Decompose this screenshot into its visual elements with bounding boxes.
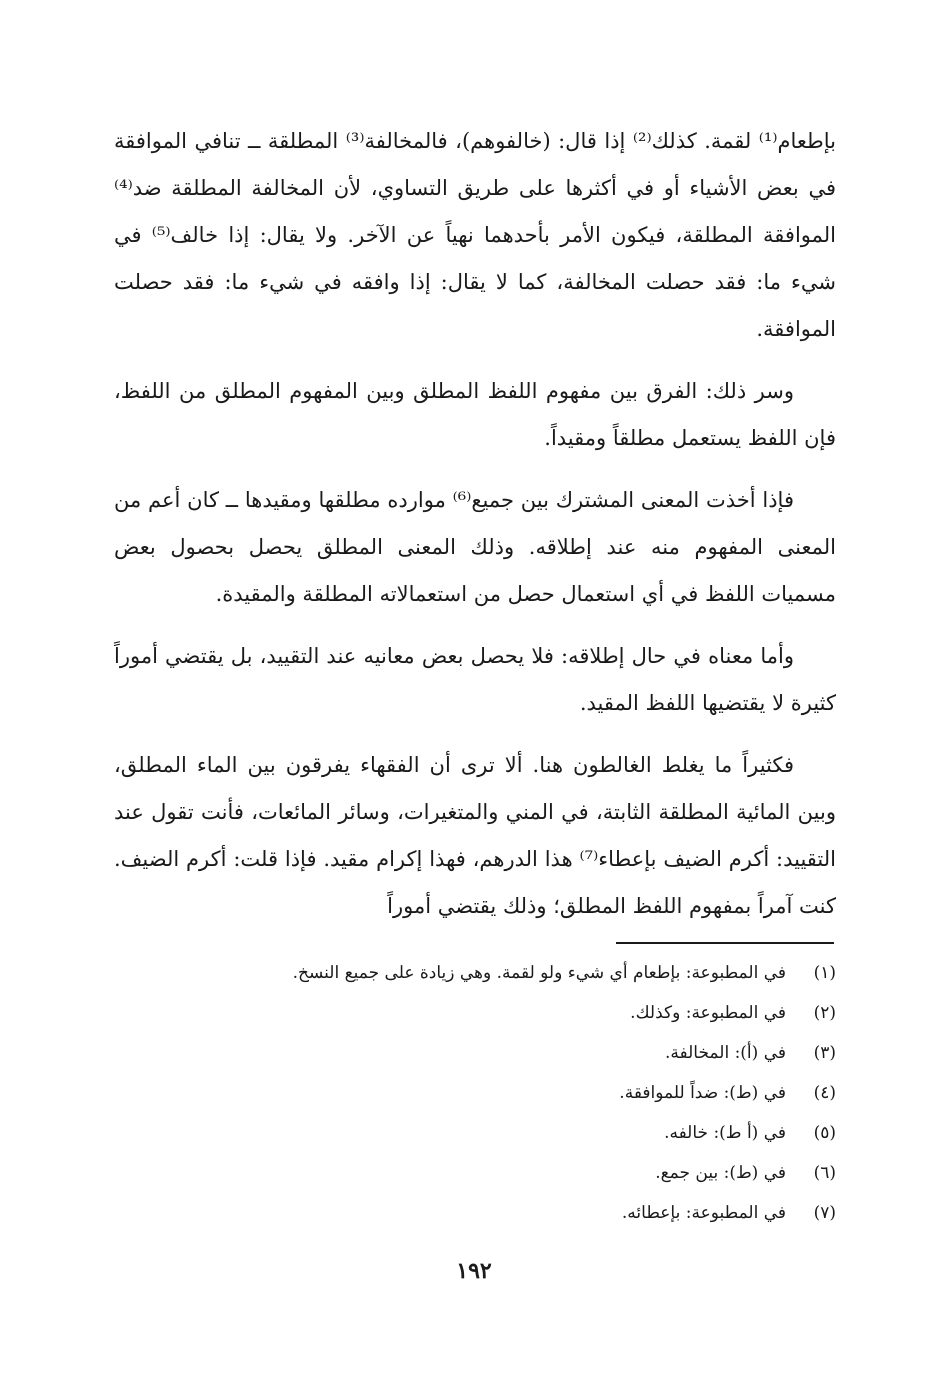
footnote-text: في (أ ط): خالفه. (664, 1123, 786, 1143)
footnote (96, 953, 836, 993)
footnote (96, 1153, 836, 1193)
footnote (96, 993, 836, 1033)
paragraph-5: فكثيراً ما يغلط الغالطون هنا. ألا ترى أن الفقهاء يفرقون بين الماء المطلق، وبين المائية المطلقة الثابتة، في المني والمتغيرات، وسائر المائعات، فأنت تقول عند التقييد: أكرم الضيف بإعطاء⁽⁷⁾ هذا الدرهم، فهذا إكرام مقيد. فإذا قلت: أكرم الضيف. كنت آمراً بمفهوم اللفظ المطلق؛ وذلك يقتضي أموراً (114, 753, 836, 918)
footnote-number: (٥) (813, 1123, 836, 1143)
footnote (96, 1073, 836, 1113)
main-text (114, 118, 836, 945)
paragraph-4: وأما معناه في حال إطلاقه: فلا يحصل بعض معانيه عند التقييد، بل يقتضي أموراً كثيرة لا يقتضيها اللفظ المقيد. (114, 644, 836, 715)
footnote-text: في المطبوعة: بإعطائه. (621, 1203, 786, 1223)
paragraph-3: فإذا أخذت المعنى المشترك بين جميع⁽⁶⁾ موارده مطلقها ومقيدها ــ كان أعم من المعنى المفهوم منه عند إطلاقه. وذلك المعنى المطلق يحصل بحصول بعض مسميات اللفظ في أي استعمال حصل من استعمالاته المطلقة والمقيدة. (114, 488, 836, 606)
paragraph-2: وسر ذلك: الفرق بين مفهوم اللفظ المطلق وبين المفهوم المطلق من اللفظ، فإن اللفظ يستعمل مطلقاً ومقيداً. (114, 379, 836, 450)
footnotes (96, 953, 836, 1233)
footnote-number: (٤) (813, 1083, 836, 1103)
footnote-text: في (ط): بين جمع. (655, 1163, 786, 1183)
footnote-number: (٦) (813, 1163, 836, 1183)
footnote-number: (٣) (813, 1043, 836, 1063)
footnote-number: (١) (813, 963, 836, 983)
footnote (96, 1113, 836, 1153)
page-number: ١٩٢ (456, 1258, 492, 1284)
paragraph-1: بإطعام⁽¹⁾ لقمة. كذلك⁽²⁾ إذا قال: (خالفوهم)، فالمخالفة⁽³⁾ المطلقة ــ تنافي الموافقة في بعض الأشياء أو في أكثرها على طريق التساوي، لأن المخالفة المطلقة ضد⁽⁴⁾ الموافقة المطلقة، فيكون الأمر بأحدهما نهياً عن الآخر. ولا يقال: إذا خالف⁽⁵⁾ في شيء ما: فقد حصلت المخالفة، كما لا يقال: إذا وافقه في شيء ما: فقد حصلت الموافقة. (114, 129, 837, 341)
footnote-text: في المطبوعة: بإطعام أي شيء ولو لقمة. وهي زيادة على جميع النسخ. (292, 963, 786, 983)
footnote-number: (٢) (813, 1003, 836, 1023)
footnote (96, 1033, 836, 1073)
footnote-separator (616, 942, 834, 944)
footnote-number: (٧) (813, 1203, 836, 1223)
footnote (96, 1193, 836, 1233)
footnote-text: في (ط): ضداً للموافقة. (619, 1083, 786, 1103)
footnote-text: في (أ): المخالفة. (664, 1043, 786, 1063)
footnote-text: في المطبوعة: وكذلك. (630, 1003, 786, 1023)
